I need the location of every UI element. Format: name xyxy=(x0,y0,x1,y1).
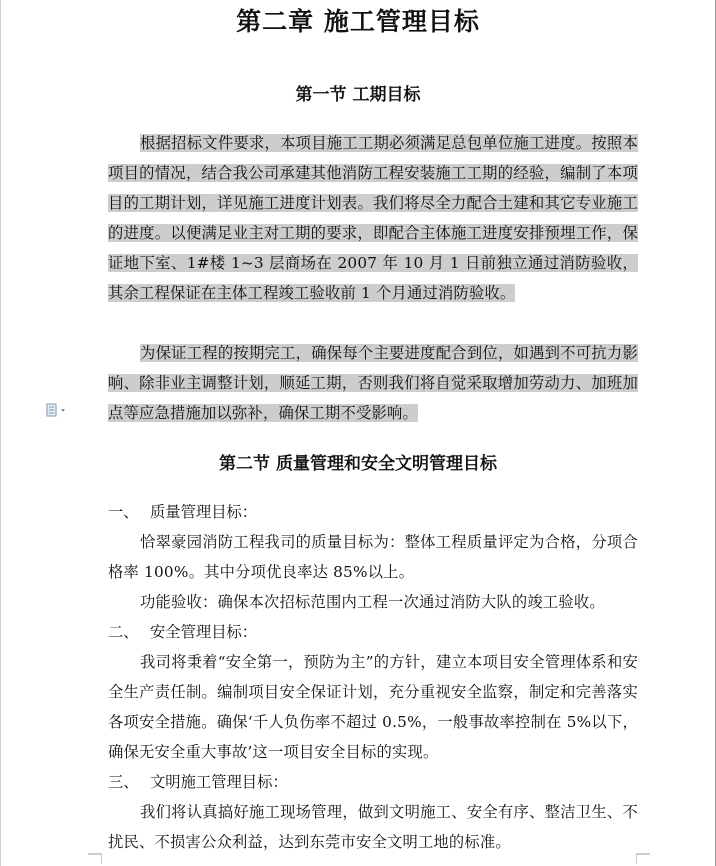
quality-paragraph-1: 恰翠豪园消防工程我司的质量目标为：整体工程质量评定为合格，分项合格率 100%。其中分项优良率达 85%以上。 xyxy=(108,533,638,581)
list-item-safety xyxy=(108,617,257,647)
safety-paragraph: 我司将秉着“安全第一，预防为主”的方针，建立本项目安全管理体系和安全生产责任制。编制项目安全保证计划，充分重视安全监察，制定和完善落实各项安全措施。确保‘千人负伤率不超过 0.5%，一般事故率控制在 5%以下，确保无安全重大事故’这一项目安全目标的实现。 xyxy=(108,653,638,761)
document-options-icon[interactable] xyxy=(46,402,68,416)
section1-paragraph-1[interactable] xyxy=(108,128,638,308)
list-item-quality xyxy=(108,497,257,527)
section1-paragraph-2[interactable] xyxy=(108,338,638,428)
civilized-paragraph: 我们将认真搞好施工现场管理，做到文明施工、安全有序、整洁卫生、不扰民、不损害公众利益，达到东莞市安全文明工地的标准。 xyxy=(108,803,638,851)
quality-paragraph-2: 功能验收：确保本次招标范围内工程一次通过消防大队的竣工验收。 xyxy=(140,593,605,611)
list-heading: 文明施工管理目标： xyxy=(150,773,288,791)
list-heading: 质量管理目标： xyxy=(150,503,258,521)
list-number: 二、 xyxy=(108,623,139,641)
page-edge-left xyxy=(0,0,1,866)
section2-title: 第二节 质量管理和安全文明管理目标 xyxy=(219,454,497,474)
margin-corner-mark-left xyxy=(88,850,102,864)
chapter-title: 第二章 施工管理目标 xyxy=(236,7,480,36)
list-number: 三、 xyxy=(108,773,139,791)
margin-corner-mark-right xyxy=(636,850,650,864)
list-heading: 安全管理目标： xyxy=(150,623,258,641)
list-number: 一、 xyxy=(108,503,139,521)
list-item-civilized xyxy=(108,767,288,797)
highlighted-text: 根据招标文件要求，本项目施工工期必须满足总包单位施工进度。按照本项目的情况，结合我公司承建其他消防工程安装施工工期的经验，编制了本项目的工期计划，详见施工进度计划表。我们将尽全力配合土建和其它专业施工的进度。以便满足业主对工期的要求，即配合主体施工进度安排预埋工作，保证地下室、1#楼 1~3 层商场在 2007 年 10 月 1 日前独立通过消防验收，其余工程保证在主体工程竣工验收前 1 个月通过消防验收。 xyxy=(108,134,638,302)
section1-title: 第一节 工期目标 xyxy=(295,85,421,105)
highlighted-text: 为保证工程的按期完工，确保每个主要进度配合到位，如遇到不可抗力影响、除非业主调整计划，顺延工期，否则我们将自觉采取增加劳动力、加班加点等应急措施加以弥补，确保工期不受影响。 xyxy=(108,344,638,422)
